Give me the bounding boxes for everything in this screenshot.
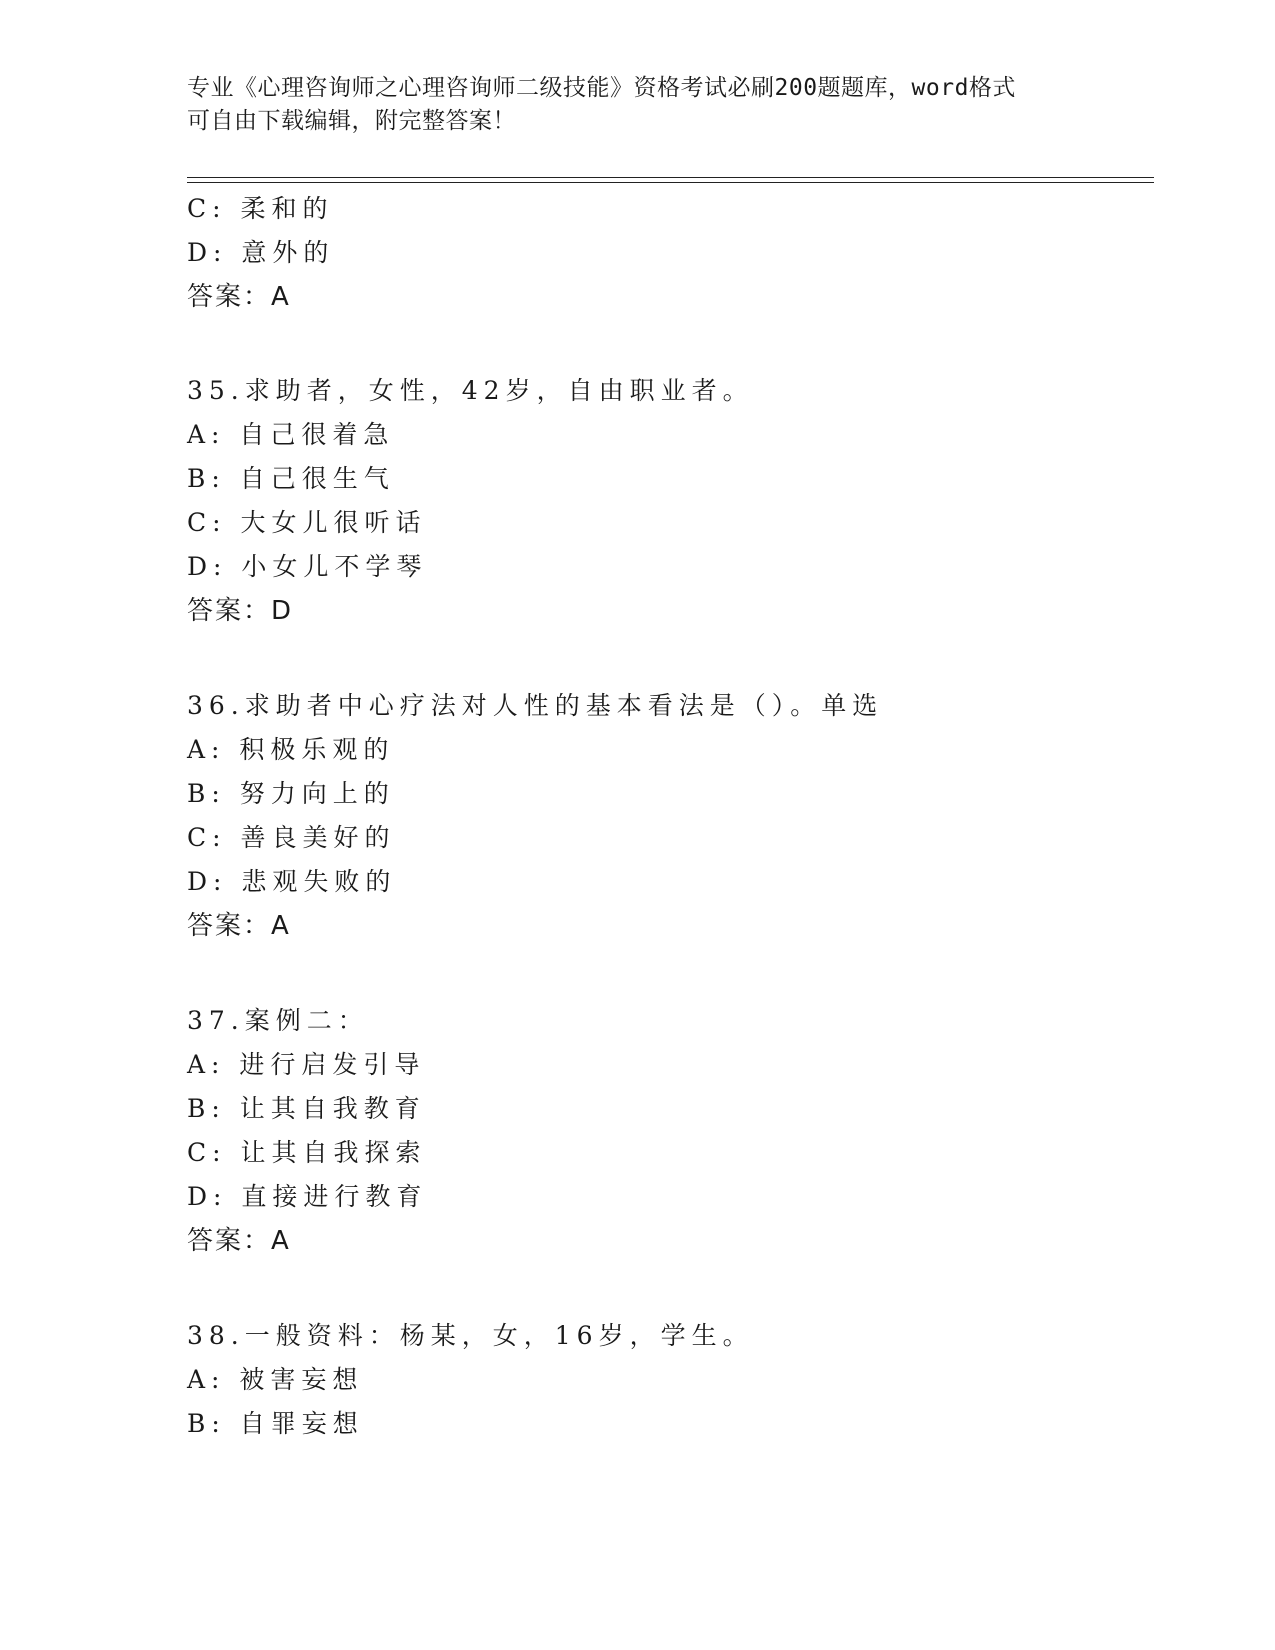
question-35-answer: 答案：D	[187, 596, 294, 626]
question-37-option-b: B: 让其自我教育	[187, 1094, 426, 1123]
question-38-option-b: B: 自罪妄想	[187, 1409, 364, 1438]
question-38-stem: 38.一般资料：杨某，女，16岁，学生。	[187, 1321, 754, 1350]
question-37-stem: 37.案例二：	[187, 1006, 369, 1035]
question-37-option-d: D: 直接进行教育	[187, 1182, 428, 1211]
header-divider-bottom	[187, 182, 1154, 183]
question-35-option-d: D: 小女儿不学琴	[187, 552, 428, 581]
header-line-2: 可自由下载编辑，附完整答案！	[187, 108, 516, 134]
prev-option-c: C: 柔和的	[187, 194, 334, 223]
question-37-option-a: A: 进行启发引导	[187, 1050, 426, 1079]
question-35-stem: 35.求助者，女性，42岁，自由职业者。	[187, 376, 754, 405]
question-36-option-b: B: 努力向上的	[187, 779, 395, 808]
question-36-answer: 答案：A	[187, 911, 291, 941]
question-36-option-d: D: 悲观失败的	[187, 867, 397, 896]
question-36-option-a: A: 积极乐观的	[187, 735, 395, 764]
document-header	[187, 72, 1067, 138]
question-37-option-c: C: 让其自我探索	[187, 1138, 427, 1167]
question-35-option-b: B: 自己很生气	[187, 464, 395, 493]
question-36-stem: 36.求助者中心疗法对人性的基本看法是（）。单选	[187, 691, 884, 720]
question-38-option-a: A: 被害妄想	[187, 1365, 364, 1394]
header-line-1: 专业《心理咨询师之心理咨询师二级技能》资格考试必刷200题题库，word格式	[187, 75, 1016, 101]
question-35-option-a: A: 自己很着急	[187, 420, 395, 449]
question-35-option-c: C: 大女儿很听话	[187, 508, 427, 537]
question-37-answer: 答案：A	[187, 1226, 291, 1256]
header-divider-top	[187, 177, 1154, 178]
question-36-option-c: C: 善良美好的	[187, 823, 396, 852]
prev-answer: 答案：A	[187, 282, 291, 312]
prev-option-d: D: 意外的	[187, 238, 335, 267]
